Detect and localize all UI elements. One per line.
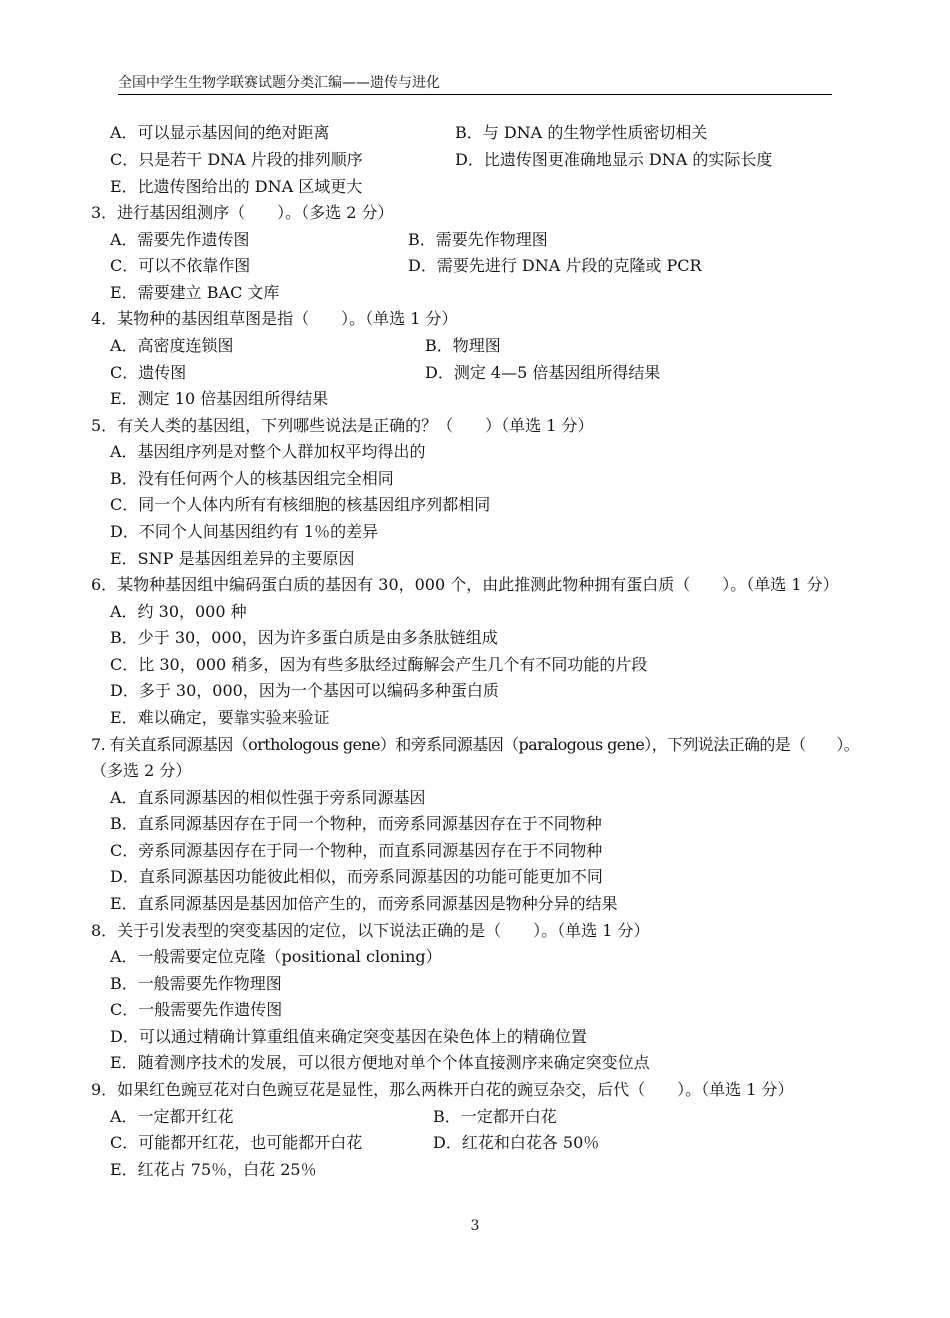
option-d: D．比遗传图更准确地显示 DNA 的实际长度 [455,150,773,169]
option-a: A．约 30，000 种 [110,602,247,621]
page-number: 3 [470,1218,480,1234]
option-b: B．与 DNA 的生物学性质密切相关 [455,123,708,142]
option-d: D．可以通过精确计算重组值来确定突变基因在染色体上的精确位置 [110,1027,587,1046]
option-d: D．测定 4—5 倍基因组所得结果 [425,363,661,382]
question-7-continued: （多选 2 分） [91,761,192,780]
option-c: C．可以不依靠作图 [110,256,251,275]
question-4: 4．某物种的基因组草图是指（ ）。（单选 1 分） [91,309,458,328]
question-9: 9．如果红色豌豆花对白色豌豆花是显性，那么两株开白花的豌豆杂交，后代（ ）。（单选 1 分） [91,1080,794,1099]
option-b: B．需要先作物理图 [408,230,548,249]
option-a: A．高密度连锁图 [110,336,234,355]
option-e: E．测定 10 倍基因组所得结果 [110,389,329,408]
question-7: 7. 有关直系同源基因（orthologous gene）和旁系同源基因（paralogous gene），下列说法正确的是（ ）。 [91,735,860,754]
option-d: D．红花和白花各 50％ [433,1133,600,1152]
option-b: B．一定都开白花 [433,1107,557,1126]
option-e: E．SNP 是基因组差异的主要原因 [110,549,355,568]
question-6: 6．某物种基因组中编码蛋白质的基因有 30，000 个，由此推测此物种拥有蛋白质（ ）。（单选 1 分） [91,575,839,594]
option-c: C．只是若干 DNA 片段的排列顺序 [110,150,363,169]
option-e: E．难以确定，要靠实验来验证 [110,708,330,727]
option-a: A．一定都开红花 [110,1107,234,1126]
option-a: A．直系同源基因的相似性强于旁系同源基因 [110,788,426,807]
option-a: A．需要先作遗传图 [110,230,250,249]
option-b: B．没有任何两个人的核基因组完全相同 [110,469,394,488]
option-d: D．多于 30，000，因为一个基因可以编码多种蛋白质 [110,681,499,700]
option-e: E．比遗传图给出的 DNA 区域更大 [110,177,363,196]
option-b: B．一般需要先作物理图 [110,974,282,993]
option-b: B．物理图 [425,336,501,355]
option-d: D．不同个人间基因组约有 1％的差异 [110,522,379,541]
option-c: C．旁系同源基因存在于同一个物种，而直系同源基因存在于不同物种 [110,841,603,860]
option-b: B．直系同源基因存在于同一个物种，而旁系同源基因存在于不同物种 [110,814,602,833]
option-c: C．可能都开红花，也可能都开白花 [110,1133,363,1152]
option-c: C．遗传图 [110,363,187,382]
option-c: C．比 30，000 稍多，因为有些多肽经过酶解会产生几个有不同功能的片段 [110,655,648,674]
option-d: D．直系同源基因功能彼此相似，而旁系同源基因的功能可能更加不同 [110,867,603,886]
question-8: 8．关于引发表型的突变基因的定位，以下说法正确的是（ ）。（单选 1 分） [91,921,650,940]
option-a: A．可以显示基因间的绝对距离 [110,123,330,142]
option-b: B．少于 30，000，因为许多蛋白质是由多条肽链组成 [110,628,498,647]
option-d: D．需要先进行 DNA 片段的克隆或 PCR [408,256,702,275]
option-a: A．一般需要定位克隆（positional cloning） [110,947,442,966]
option-e: E．需要建立 BAC 文库 [110,283,280,302]
option-c: C．一般需要先作遗传图 [110,1000,283,1019]
question-3: 3．进行基因组测序（ ）。（多选 2 分） [91,203,394,222]
option-a: A．基因组序列是对整个人群加权平均得出的 [110,442,426,461]
option-c: C．同一个人体内所有有核细胞的核基因组序列都相同 [110,495,491,514]
option-e: E．直系同源基因是基因加倍产生的，而旁系同源基因是物种分异的结果 [110,894,618,913]
option-e: E．随着测序技术的发展，可以很方便地对单个个体直接测序来确定突变位点 [110,1053,650,1072]
running-header: 全国中学生生物学联赛试题分类汇编——遗传与进化 [118,74,832,95]
question-5: 5．有关人类的基因组，下列哪些说法是正确的？（ ）（单选 1 分） [91,416,594,435]
option-e: E．红花占 75％，白花 25％ [110,1160,317,1179]
